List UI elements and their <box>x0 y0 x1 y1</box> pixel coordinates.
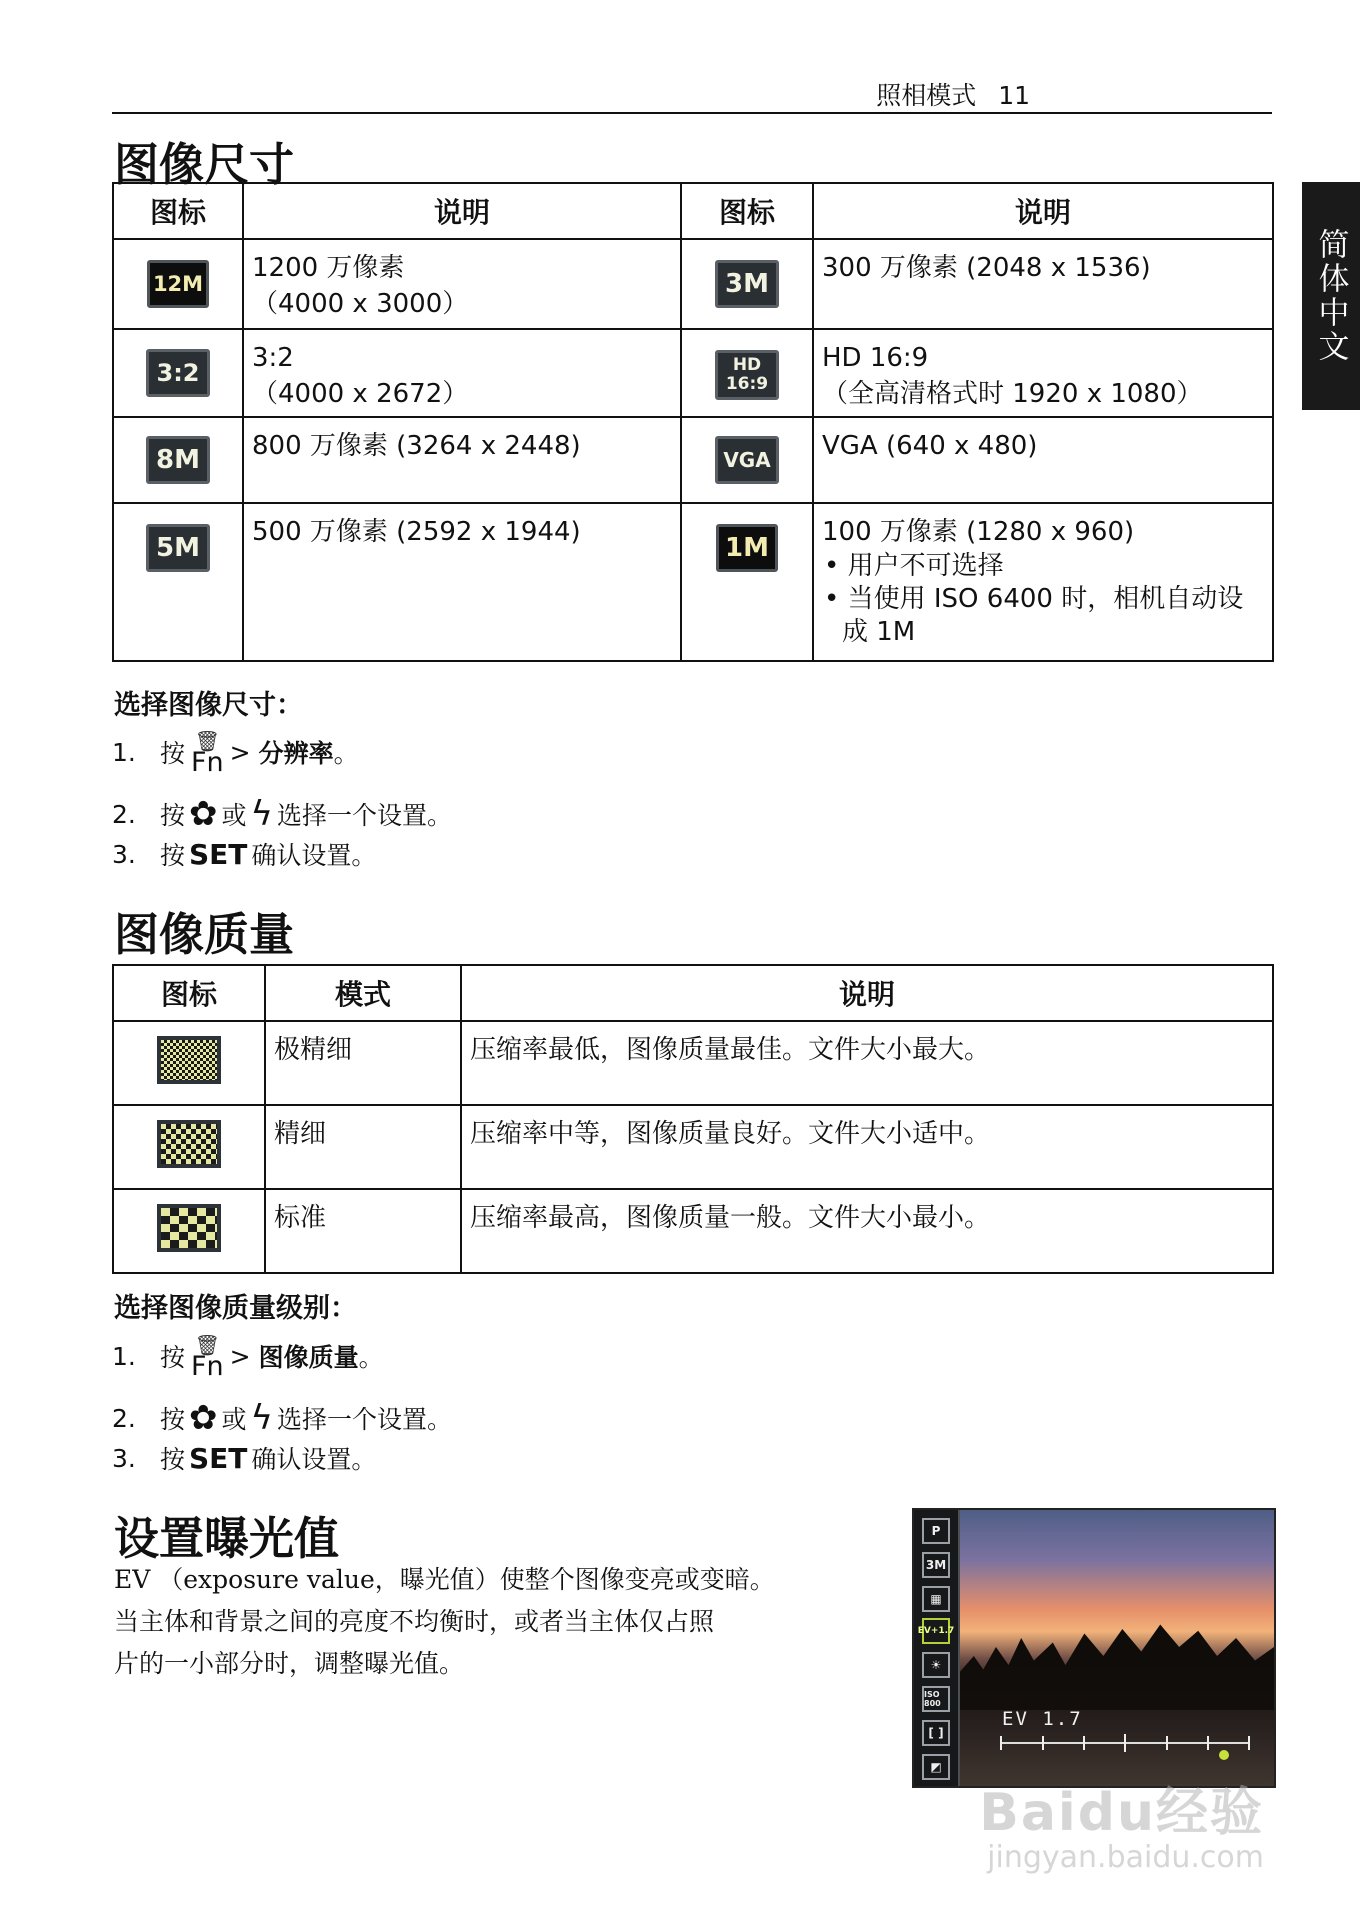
size-desc: 300 万像素 (2048 x 1536) <box>822 253 1151 283</box>
hd-icon-bottom: 16:9 <box>725 373 769 394</box>
menu-item: P <box>922 1518 950 1544</box>
size-desc: （全高清格式时 1920 x 1080） <box>822 379 1203 409</box>
camera-function-menu <box>914 1510 960 1786</box>
table-row <box>113 417 1273 503</box>
header-divider <box>112 112 1272 114</box>
table-header-row <box>113 965 1273 1021</box>
watermark-url: jingyan.baidu.com <box>987 1840 1264 1875</box>
ev-marker-icon <box>1219 1750 1229 1760</box>
menu-item: EV+1.7 <box>922 1618 950 1644</box>
step-text: 按 <box>160 801 186 830</box>
step-text: 按 <box>160 1405 186 1434</box>
step-text: 选择一个设置。 <box>276 1405 452 1434</box>
size-desc: 500 万像素 (2592 x 1944) <box>252 517 581 547</box>
fn-key-label: Fn <box>191 747 224 778</box>
step-arrow: > <box>229 737 251 767</box>
header-title: 照相模式 <box>876 81 977 110</box>
size-desc: 3:2 <box>252 343 294 373</box>
step-number: 2. <box>112 799 136 829</box>
bullet-text: 用户不可选择 <box>847 551 1004 581</box>
size-12m-icon: 12M <box>147 260 209 308</box>
ev-tick <box>1166 1736 1168 1750</box>
quality-mode: 精细 <box>265 1105 461 1189</box>
macro-flower-icon: ✿ <box>189 1398 218 1438</box>
step-number: 3. <box>112 1443 136 1473</box>
step-number: 3. <box>112 839 136 869</box>
step-text: 或 <box>221 1405 247 1434</box>
size-3-2-icon: 3:2 <box>146 349 210 397</box>
flash-icon: ϟ <box>250 1398 273 1438</box>
table-row <box>113 329 1273 417</box>
fn-key <box>191 729 224 778</box>
bullet-text: 当使用 ISO 6400 时，相机自动设成 1M <box>842 584 1244 647</box>
size-desc: HD 16:9 <box>822 343 929 373</box>
step-arrow: > <box>229 1341 251 1371</box>
list-item: • 当使用 ISO 6400 时，相机自动设成 1M <box>824 584 1244 647</box>
step-text: 确认设置。 <box>251 1445 377 1474</box>
quality-normal-icon <box>157 1204 221 1252</box>
ev-scale <box>1000 1742 1250 1744</box>
page-number: 11 <box>998 81 1030 110</box>
macro-flower-icon: ✿ <box>189 794 218 834</box>
menu-item: ISO 800 <box>922 1686 950 1712</box>
tree-silhouette <box>958 1620 1274 1710</box>
table-row <box>113 1189 1273 1273</box>
size-desc: 800 万像素 (3264 x 2448) <box>252 431 581 461</box>
size-5m-icon: 5M <box>146 524 210 572</box>
language-tab-label: 简体中文 <box>1312 228 1349 364</box>
ev-tick <box>1207 1736 1209 1750</box>
size-3m-icon: 3M <box>715 260 779 308</box>
step-number: 1. <box>112 1341 136 1371</box>
step-number: 2. <box>112 1403 136 1433</box>
language-tab <box>1302 182 1360 410</box>
table-row <box>113 503 1273 661</box>
fn-key-label: Fn <box>191 1351 224 1382</box>
quality-desc: 压缩率最高，图像质量一般。文件大小最小。 <box>461 1189 1273 1273</box>
step-number: 1. <box>112 737 136 767</box>
size-desc: VGA (640 x 480) <box>822 431 1038 461</box>
step-text: 按 <box>160 1343 186 1372</box>
table-row <box>113 1105 1273 1189</box>
step-text: 按 <box>160 841 186 870</box>
image-size-table <box>112 182 1274 662</box>
menu-item: ▦ <box>922 1586 950 1612</box>
step-text: 。 <box>333 739 359 768</box>
size-desc: 1200 万像素 <box>252 253 405 283</box>
step-2 <box>112 794 452 834</box>
fn-key <box>191 1333 224 1382</box>
size-8m-icon: 8M <box>146 436 210 484</box>
subheading-select-size: 选择图像尺寸： <box>114 690 303 721</box>
section-title-image-quality: 图像质量 <box>114 908 295 961</box>
ev-tick <box>1042 1736 1044 1750</box>
quality-super-fine-icon <box>157 1036 221 1084</box>
flash-icon: ϟ <box>250 794 273 834</box>
paragraph-line: 当主体和背景之间的亮度不均衡时，或者当主体仅占照 <box>114 1607 715 1636</box>
set-key: SET <box>189 837 248 871</box>
size-hd-16-9-icon <box>715 350 779 400</box>
size-1m-icon: 1M <box>716 524 778 572</box>
step-3 <box>112 1440 376 1476</box>
size-vga-icon: VGA <box>715 436 779 484</box>
column-header: 模式 <box>265 965 461 1021</box>
step-text: 。 <box>358 1343 384 1372</box>
page-header <box>876 76 1030 112</box>
text-span: EV （exposure value， <box>114 1565 400 1594</box>
trash-icon: 🗑 <box>194 729 221 753</box>
menu-item: 3M <box>922 1552 950 1578</box>
size-desc: 100 万像素 (1280 x 960) <box>822 517 1135 547</box>
subheading-select-quality: 选择图像质量级别： <box>114 1293 357 1324</box>
column-header: 图标 <box>113 965 265 1021</box>
watermark-brand: Baidu经验 <box>979 1783 1264 1843</box>
menu-item: ◩ <box>922 1754 950 1780</box>
step-text: 或 <box>221 801 247 830</box>
column-header: 说明 <box>813 183 1273 239</box>
table-row <box>113 1021 1273 1105</box>
menu-item: ☀ <box>922 1652 950 1678</box>
paragraph-line: 片的一小部分时，调整曝光值。 <box>114 1649 465 1678</box>
ev-tick <box>1124 1734 1126 1752</box>
step-2 <box>112 1398 452 1438</box>
hd-icon-top: HD <box>732 354 762 375</box>
menu-item: [ ] <box>922 1720 950 1746</box>
step-text: 选择一个设置。 <box>276 801 452 830</box>
step-text: 按 <box>160 1445 186 1474</box>
paragraph-line <box>114 1562 894 1598</box>
quality-mode: 极精细 <box>265 1021 461 1105</box>
table-header-row <box>113 183 1273 239</box>
set-key: SET <box>189 1441 248 1475</box>
column-header: 说明 <box>243 183 681 239</box>
section-title-image-size: 图像尺寸 <box>114 138 295 191</box>
ev-tick <box>1000 1736 1002 1750</box>
step-text: 按 <box>160 739 186 768</box>
step-text: 确认设置。 <box>251 841 377 870</box>
table-row <box>113 239 1273 329</box>
step-1 <box>112 1333 384 1382</box>
step-1 <box>112 729 359 778</box>
section-title-exposure: 设置曝光值 <box>114 1512 340 1565</box>
ev-tick <box>1083 1736 1085 1750</box>
step-3 <box>112 836 376 872</box>
exposure-description <box>114 1562 894 1682</box>
ev-tick <box>1248 1736 1250 1750</box>
size-desc: （4000 x 2672） <box>252 379 469 409</box>
text-span: 曝光值）使整个图像变亮或变暗。 <box>399 1565 775 1594</box>
step-target: 图像质量 <box>258 1343 359 1372</box>
quality-desc: 压缩率最低，图像质量最佳。文件大小最大。 <box>461 1021 1273 1105</box>
column-header: 说明 <box>461 965 1273 1021</box>
quality-desc: 压缩率中等，图像质量良好。文件大小适中。 <box>461 1105 1273 1189</box>
trash-icon: 🗑 <box>194 1333 221 1357</box>
list-item: • 用户不可选择 <box>824 551 1004 581</box>
ev-preview-screen <box>912 1508 1276 1788</box>
quality-fine-icon <box>157 1120 221 1168</box>
image-quality-table <box>112 964 1274 1274</box>
column-header: 图标 <box>113 183 243 239</box>
size-desc: （4000 x 3000） <box>252 289 469 319</box>
column-header: 图标 <box>681 183 813 239</box>
ev-readout: EV 1.7 <box>1002 1708 1083 1730</box>
step-target: 分辨率 <box>258 739 334 768</box>
quality-mode: 标准 <box>265 1189 461 1273</box>
